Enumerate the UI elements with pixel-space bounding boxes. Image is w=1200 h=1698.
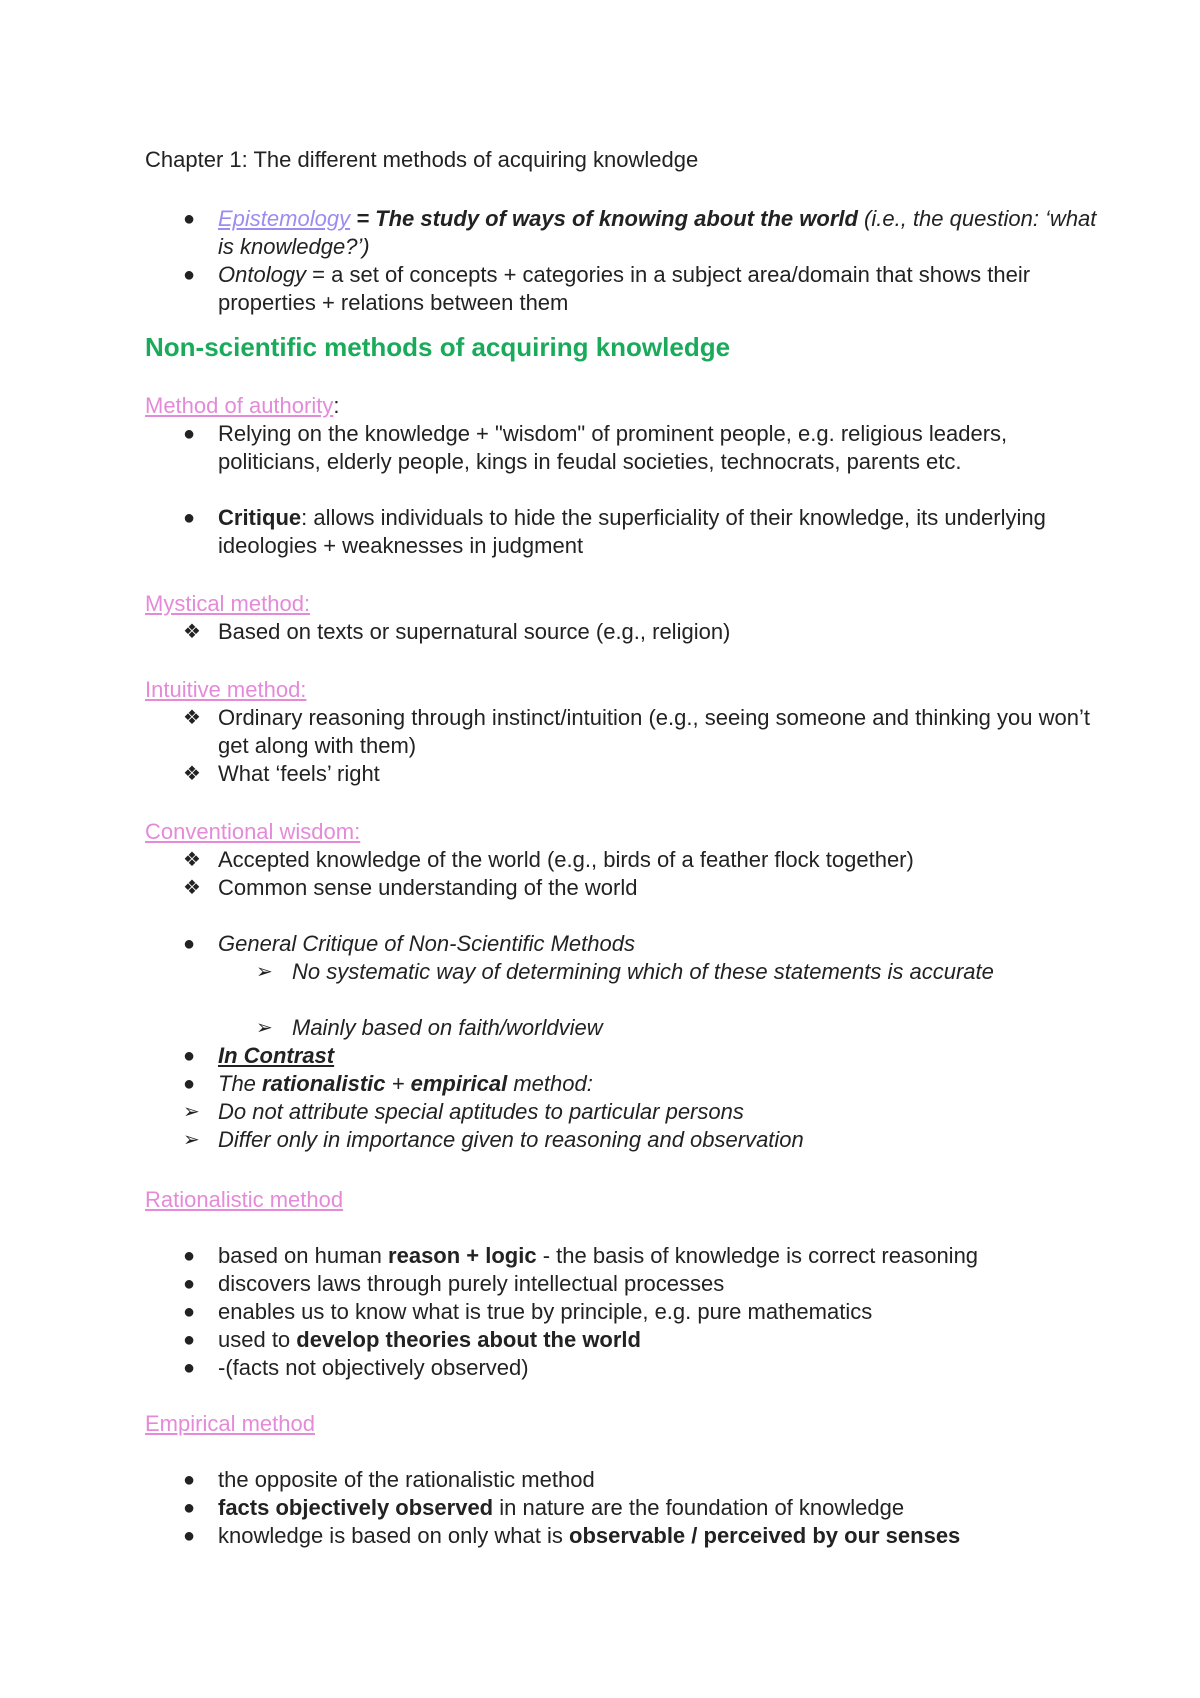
conventional-heading: Conventional wisdom: — [145, 819, 361, 844]
bullet-dot: ● — [183, 264, 196, 286]
bullet-dot: ● — [183, 1301, 196, 1323]
bullet-diamond: ❖ — [183, 849, 201, 871]
bullet-dot: ● — [183, 1497, 196, 1519]
bullet-arrow: ➢ — [256, 1017, 273, 1039]
bullet-dot: ● — [183, 507, 196, 529]
bullet-diamond: ❖ — [183, 621, 201, 643]
empirical-heading: Empirical method — [145, 1411, 315, 1436]
rationalistic-heading: Rationalistic method — [145, 1187, 344, 1212]
bullet-dot: ● — [183, 933, 196, 955]
bullet-diamond: ❖ — [183, 763, 201, 785]
in-contrast: In Contrast — [218, 1043, 335, 1068]
critique-sub-2: Mainly based on faith/worldview — [292, 1015, 603, 1040]
bullet-dot: ● — [183, 423, 196, 445]
mystical-heading: Mystical method: — [145, 591, 311, 616]
bullet-arrow: ➢ — [183, 1129, 200, 1151]
critique-title: General Critique of Non-Scientific Methods — [218, 931, 635, 956]
contrast-arrow-1: Do not attribute special aptitudes to particular persons — [218, 1099, 744, 1124]
authority-item-2: Critique: allows individuals to hide the superficiality of their knowledge, its underlying ideologies + weaknesses in judgment — [218, 505, 1046, 558]
critique-sub-1: No systematic way of determining which of these statements is accurate — [292, 959, 994, 984]
conventional-item-2: Common sense understanding of the world — [218, 875, 638, 900]
bullet-dot: ● — [183, 1245, 196, 1267]
bullet-dot: ● — [183, 1469, 196, 1491]
authority-heading: Method of authority: — [145, 393, 340, 418]
ontology-definition: Ontology = a set of concepts + categories in a subject area/domain that shows their properties + relations between them — [218, 262, 1031, 315]
authority-item-1: Relying on the knowledge + "wisdom" of prominent people, e.g. religious leaders, politicians, elderly people, kings in feudal societies, technocrats, parents etc. — [218, 421, 1008, 474]
mystical-item-1: Based on texts or supernatural source (e.g., religion) — [218, 619, 731, 644]
bullet-diamond: ❖ — [183, 877, 201, 899]
bullet-arrow: ➢ — [183, 1101, 200, 1123]
intuitive-heading: Intuitive method: — [145, 677, 307, 702]
empirical-item-3: knowledge is based on only what is observable / perceived by our senses — [218, 1523, 961, 1548]
bullet-dot: ● — [183, 1525, 196, 1547]
bullet-dot: ● — [183, 1073, 196, 1095]
rationalistic-item-2: discovers laws through purely intellectual processes — [218, 1271, 725, 1296]
rationalistic-item-4: used to develop theories about the world — [218, 1327, 641, 1352]
contrast-arrow-2: Differ only in importance given to reasoning and observation — [218, 1127, 804, 1152]
rationalistic-item-5: -(facts not objectively observed) — [218, 1355, 529, 1380]
bullet-dot: ● — [183, 1045, 196, 1067]
bullet-dot: ● — [183, 1273, 196, 1295]
section-heading: Non-scientific methods of acquiring knowledge — [145, 332, 731, 362]
bullet-arrow: ➢ — [256, 961, 273, 983]
bullet-dot: ● — [183, 1329, 196, 1351]
epistemology-definition: Epistemology = The study of ways of knowing about the world (i.e., the question: ‘what is knowledge?’) — [218, 206, 1097, 259]
bullet-dot: ● — [183, 1357, 196, 1379]
conventional-item-1: Accepted knowledge of the world (e.g., birds of a feather flock together) — [218, 847, 914, 872]
empirical-item-2: facts objectively observed in nature are the foundation of knowledge — [218, 1495, 905, 1520]
bullet-dot: ● — [183, 208, 196, 230]
intuitive-item-2: What ‘feels’ right — [218, 761, 380, 786]
rational-empirical-line: The rationalistic + empirical method: — [218, 1071, 593, 1096]
chapter-title: Chapter 1: The different methods of acquiring knowledge — [145, 147, 699, 172]
bullet-diamond: ❖ — [183, 707, 201, 729]
rationalistic-item-1: based on human reason + logic - the basis of knowledge is correct reasoning — [218, 1243, 979, 1268]
epistemology-link[interactable]: Epistemology — [218, 206, 351, 231]
rationalistic-item-3: enables us to know what is true by principle, e.g. pure mathematics — [218, 1299, 873, 1324]
intuitive-item-1: Ordinary reasoning through instinct/intuition (e.g., seeing someone and thinking you won’t get along with them) — [218, 705, 1090, 758]
empirical-item-1: the opposite of the rationalistic method — [218, 1467, 595, 1492]
